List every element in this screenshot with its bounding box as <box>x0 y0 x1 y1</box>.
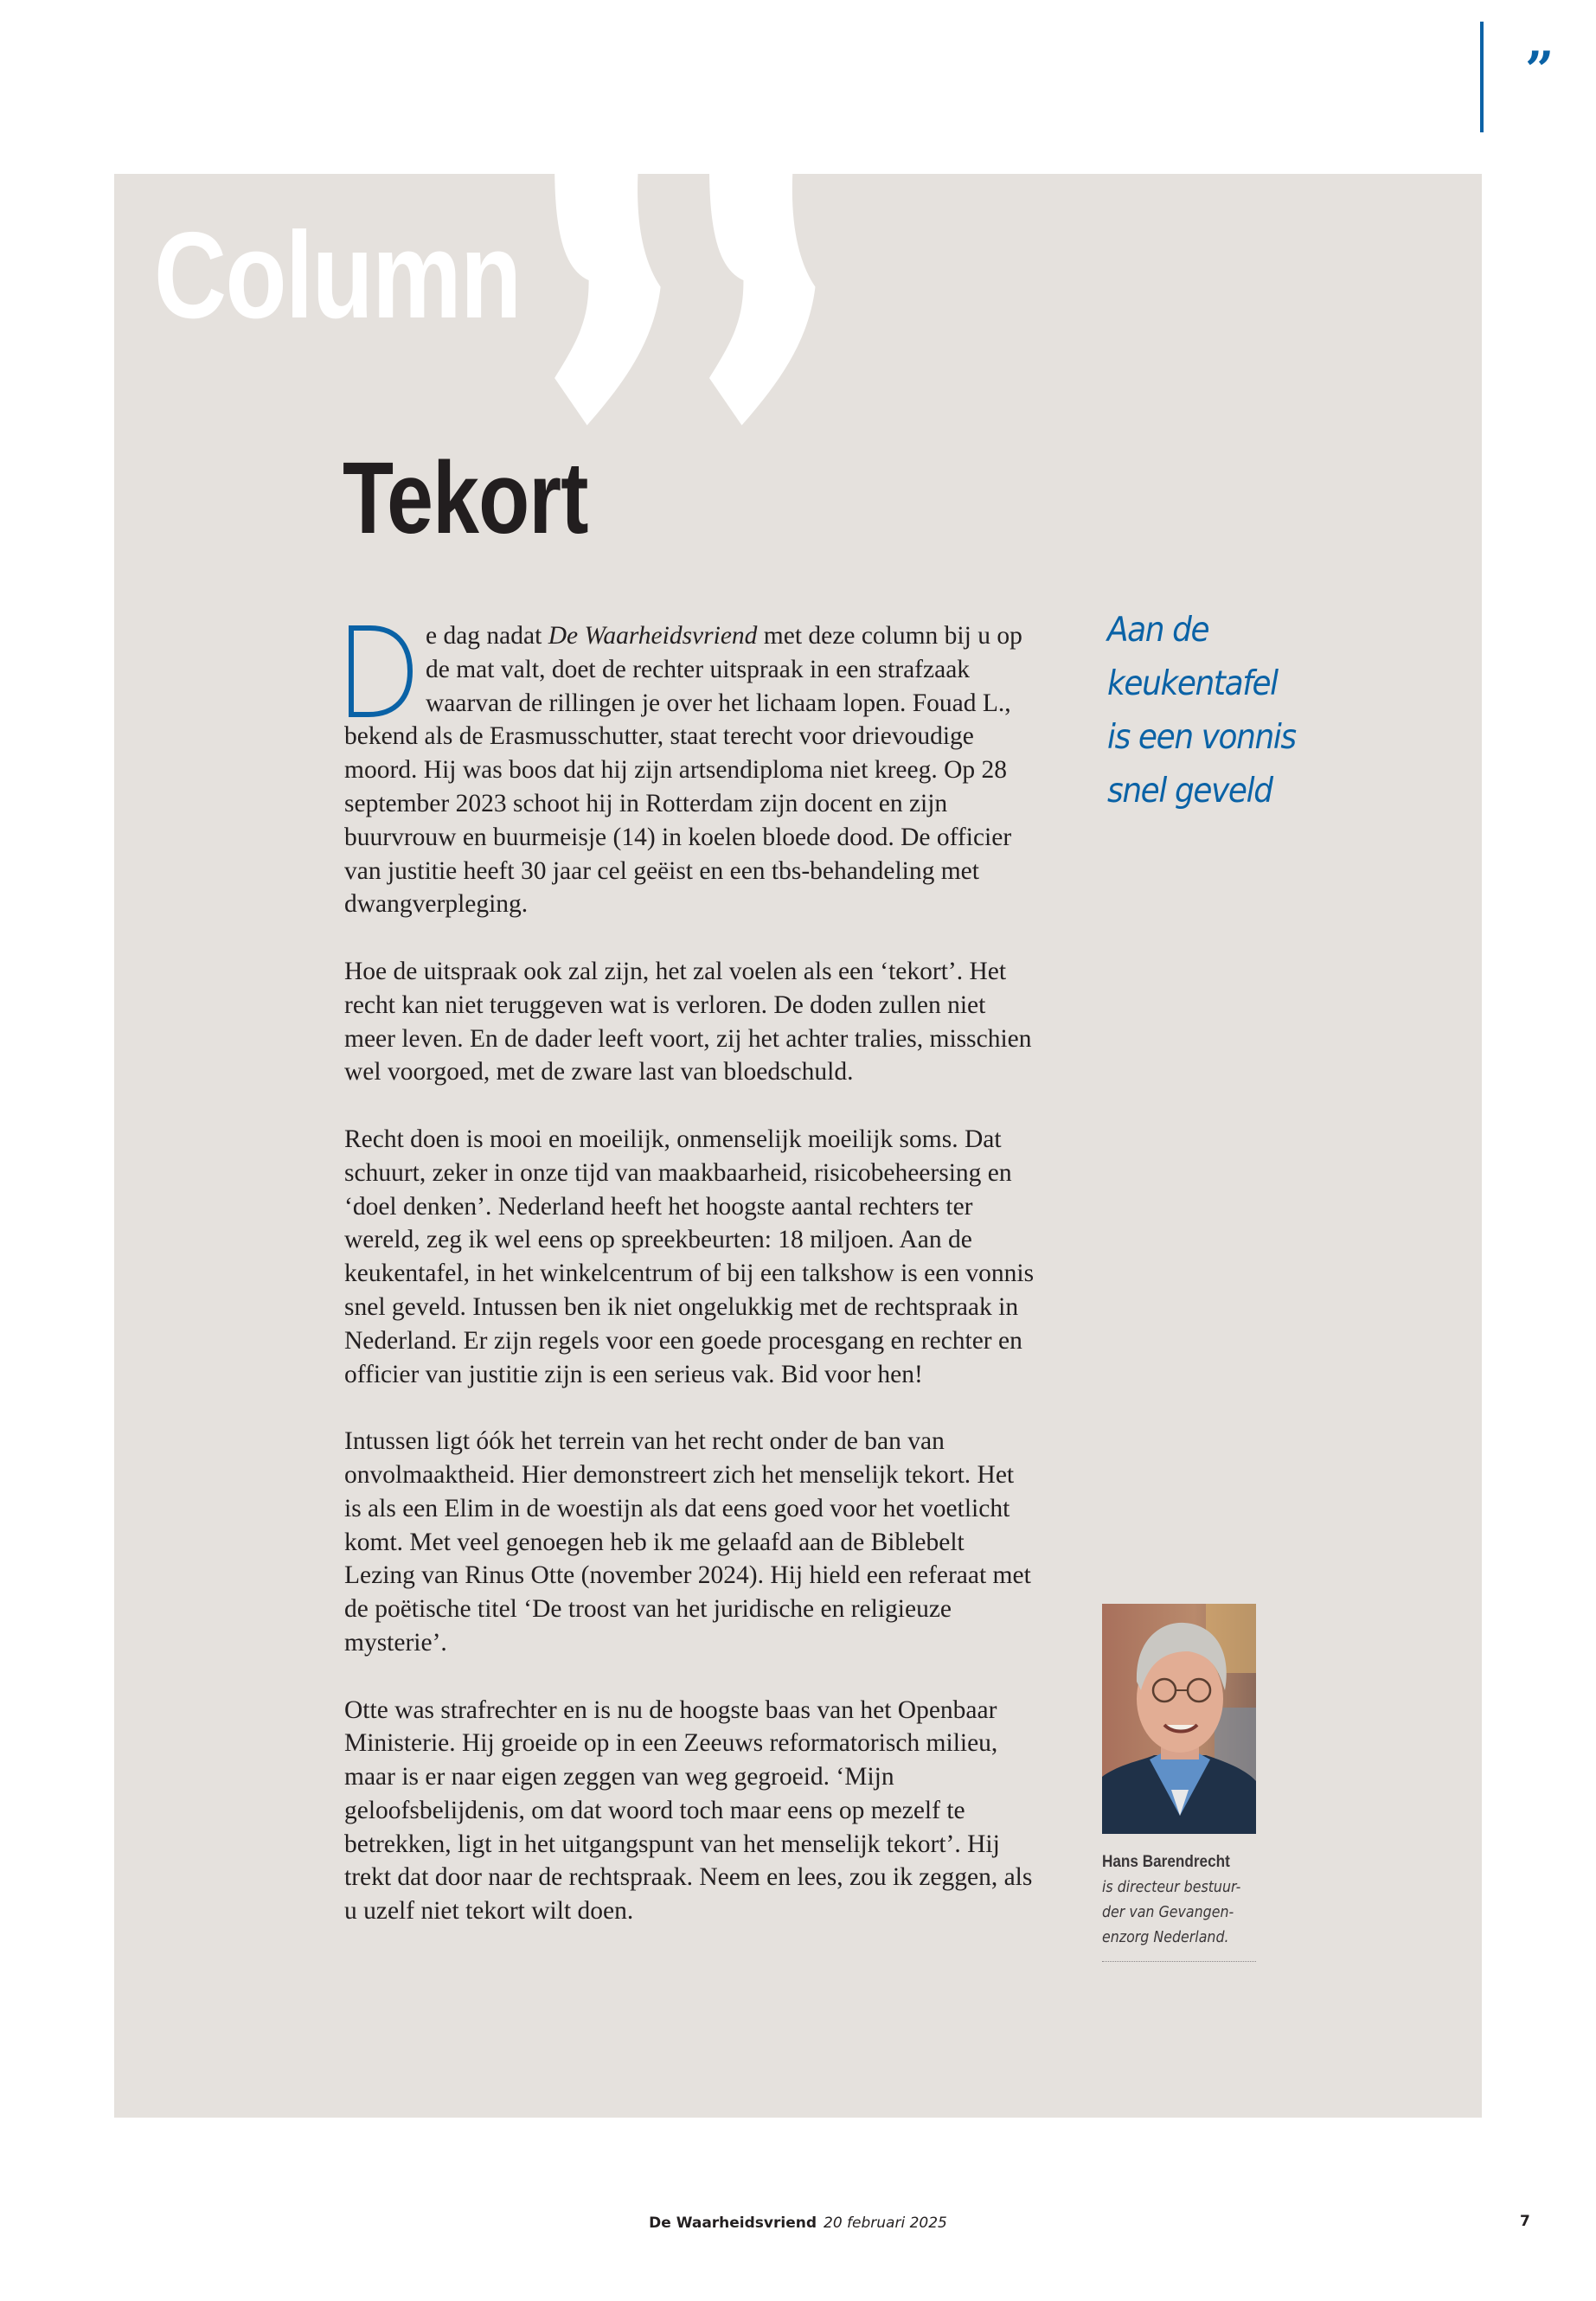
author-photo <box>1102 1604 1256 1834</box>
publication-name-italic: De Waarheidsvriend <box>548 622 758 650</box>
dropcap <box>344 619 426 720</box>
pull-quote-line: Aan de <box>1107 611 1209 650</box>
paragraph-2: Hoe de uitspraak ook zal zijn, het zal voelen als een ‘tekort’. Het recht kan niet teruggeven wat is verloren. De doden zullen niet meer leven. En de dader leeft voort, zij het achter tralies, misschien wel voorgoed, met de zware last van bloedschuld. <box>344 957 1032 1086</box>
pull-quote-line: is een vonnis <box>1107 718 1296 757</box>
author-dotted-divider <box>1102 1961 1256 1962</box>
header-vertical-rule <box>1480 22 1484 132</box>
issue-date: 20 februari 2025 <box>824 2214 947 2232</box>
dropcap-d-glyph <box>344 625 415 718</box>
paragraph-5: Otte was strafrechter en is nu de hoogste baas van het Openbaar Ministerie. Hij groeide op in een Zeeuws reformatorisch milieu, maar is er naar eigen zeggen van weg gegroeid. ‘Mijn geloofsbelijdenis, om dat woord toch maar eens op mezelf te betrekken, ligt in het uitgangspunt van het menselijk tekort’. Hij trekt dat door naar de rechtspraak. Neem en lees, zou ik zeggen, als u uzelf niet tekort wilt doen. <box>344 1695 1033 1926</box>
page-number: 7 <box>1520 2213 1530 2230</box>
closing-quote-icon: ” <box>1525 41 1551 99</box>
page-footer <box>0 2214 1596 2232</box>
large-closing-quote-icon <box>534 174 966 433</box>
pull-quote <box>1107 604 1314 818</box>
publication-name: De Waarheidsvriend <box>649 2214 817 2232</box>
pull-quote-line: snel geveld <box>1107 772 1272 811</box>
pull-quote-line: keukentafel <box>1107 664 1278 703</box>
article-body <box>344 619 1036 1962</box>
paragraph-1: e dag nadat De Waarheidsvriend met deze column bij u op de mat valt, doet de rechter uitspraak in een strafzaak waarvan de rillingen je over het lichaam lopen. Fouad L., bekend als de Erasmusschutter, staat terecht voor drievoudige moord. Hij was boos dat hij zijn artsendiploma niet kreeg. Op 28 september 2023 schoot hij in Rotterdam zijn docent en zijn buurvrouw en buurmeisje (14) in koelen bloede dood. De officier van justitie heeft 30 jaar cel geëist en een tbs-behandeling met dwangverpleging. <box>344 619 1036 921</box>
paragraph-3: Recht doen is mooi en moeilijk, onmenselijk moeilijk soms. Dat schuurt, zeker in onze tijd van maakbaarheid, risicobeheersing en ‘doel denken’. Nederland heeft het hoogste aantal rechters ter wereld, zeg ik wel eens op spreekbeurten: 18 miljoen. Aan de keukentafel, in het winkelcentrum of bij een talkshow is een vonnis snel geveld. Intussen ben ik niet ongelukkig met de rechtspraak in Nederland. Er zijn regels voor een goede procesgang en rechter en officier van justitie zijn is een serieus vak. Bid voor hen! <box>344 1125 1035 1388</box>
column-panel <box>114 174 1482 2118</box>
article-title: Tekort <box>343 441 588 555</box>
section-label: Column <box>154 207 521 344</box>
author-name: Hans Barendrecht <box>1102 1852 1230 1871</box>
paragraph-4: Intussen ligt óók het terrein van het recht onder de ban van onvolmaaktheid. Hier demonstreert zich het menselijk tekort. Het is als een Elim in de woestijn als dat eens goed voor het voetlicht komt. Met veel genoegen heb ik me gelaafd aan de Biblebelt Lezing van Rinus Otte (november 2024). Hij hield een referaat met de poëtische titel ‘De troost van het juridische en religieuze mysterie’. <box>344 1427 1031 1657</box>
author-bio: is directeur bestuur- der van Gevangen- enzorg Nederland. <box>1102 1878 1241 1946</box>
